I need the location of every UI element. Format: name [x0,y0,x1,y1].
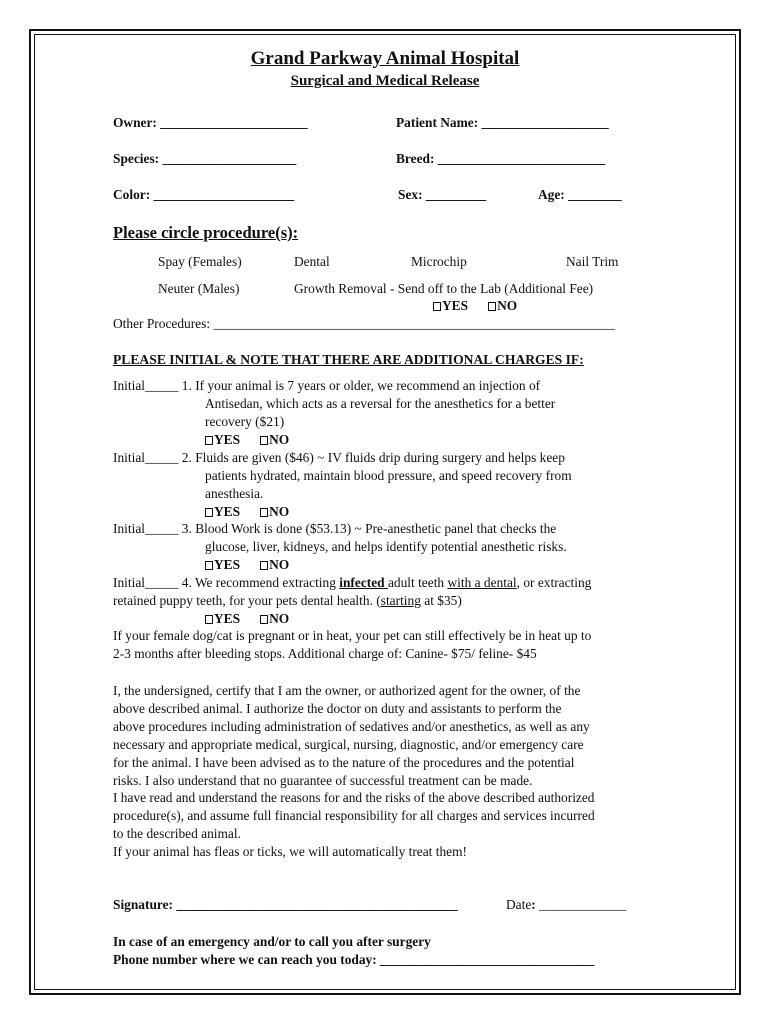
charge-item-4-yes-no [205,610,289,627]
breed-field[interactable]: Breed: _________________________ [396,151,606,166]
procedure-spay[interactable]: Spay (Females) [158,254,242,269]
procedure-dental[interactable]: Dental [294,254,330,269]
charge-item-1-line2: Antisedan, which acts as a reversal for the anesthetics for a better [205,396,556,411]
charge-item-3: Initial_____ 3. Blood Work is done ($53.13) ~ Pre-anesthetic panel that checks the [113,521,557,536]
charge-item-2-line2: patients hydrated, maintain blood pressure, and speed recovery from [205,468,572,483]
sex-field[interactable]: Sex: _________ [398,187,487,202]
item4-text: at $35) [420,593,462,608]
procedure-nail-trim[interactable]: Nail Trim [566,254,619,269]
signature-label: Signature: __________________________________________ [113,897,458,912]
item4-starting: starting [380,593,421,608]
age-field[interactable]: Age: ________ [538,187,622,202]
charge-item-1-yes-no [205,431,289,448]
date-line: _____________ [535,897,627,912]
charge-item-4-line2 [113,592,462,609]
certification-line: procedure(s), and assume full financial responsibility for all charges and services incurred [113,808,595,823]
certification-line: I, the undersigned, certify that I am the owner, or authorized agent for the owner, of the [113,683,581,698]
date-colon: : [531,897,536,912]
procedure-microchip[interactable]: Microchip [411,254,467,269]
item4-text: Initial_____ 4. We recommend extracting [113,575,340,590]
emergency-phone-field[interactable]: Phone number where we can reach you today: ________________________________ [113,952,595,967]
no-label: NO [269,504,290,519]
charge-item-2: Initial_____ 2. Fluids are given ($46) ~ IV fluids drip during surgery and helps keep [113,450,565,465]
charge-item-1-line3: recovery ($21) [205,414,285,429]
charge-item-2-line3: anesthesia. [205,486,264,501]
no-label: NO [269,432,290,447]
checkbox-icon[interactable] [260,436,268,445]
certification-line: If your animal has fleas or ticks, we will automatically treat them! [113,844,467,859]
other-procedures-field[interactable]: Other Procedures: ____________________________________________________________ [113,316,616,331]
certification-line: I have read and understand the reasons for and the risks of the above described authorized [113,790,595,805]
yes-label: YES [214,557,241,572]
no-label: NO [269,611,290,626]
yes-label: YES [214,504,241,519]
checkbox-icon[interactable] [205,615,213,624]
emergency-note: In case of an emergency and/or to call you after surgery [113,934,431,949]
charge-item-3-yes-no [205,556,289,573]
owner-field[interactable]: Owner: ______________________ [113,115,308,130]
hospital-name: Grand Parkway Animal Hospital [250,48,520,69]
checkbox-icon[interactable] [433,302,441,311]
no-label: NO [497,298,518,313]
certification-line: to the described animal. [113,826,241,841]
charge-item-4 [113,574,591,591]
certification-line: necessary and appropriate medical, surgical, nursing, diagnostic, and/or emergency care [113,737,584,752]
item4-text: retained puppy teeth, for your pets dental health. ( [113,593,381,608]
procedures-heading: Please circle procedure(s): [113,223,299,242]
yes-label: YES [214,611,241,626]
species-field[interactable]: Species: ____________________ [113,151,297,166]
checkbox-icon[interactable] [488,302,496,311]
charge-item-2-yes-no [205,503,289,520]
checkbox-icon[interactable] [205,436,213,445]
color-field[interactable]: Color: _____________________ [113,187,295,202]
form-title: Surgical and Medical Release [290,73,480,89]
certification-line: for the animal. I have been advised as to the nature of the procedures and the potential [113,755,575,770]
certification-line: risks. I also understand that no guarantee of successful treatment can be made. [113,773,533,788]
date-label: Date [506,897,532,912]
yes-label: YES [442,298,469,313]
growth-removal-yes-no [433,297,517,314]
item4-with-dental: with a dental [447,575,517,590]
signature-field[interactable] [113,896,458,913]
charge-item-3-line2: glucose, liver, kidneys, and helps identify potential anesthetic risks. [205,539,567,554]
no-label: NO [269,557,290,572]
checkbox-icon[interactable] [260,561,268,570]
date-field[interactable] [506,896,626,913]
charges-heading: PLEASE INITIAL & NOTE THAT THERE ARE ADDITIONAL CHARGES IF: [113,352,584,367]
checkbox-icon[interactable] [260,508,268,517]
yes-label: YES [214,432,241,447]
checkbox-icon[interactable] [260,615,268,624]
certification-line: above procedures including administration of sedatives and/or anesthetics, as well as any [113,719,590,734]
patient-name-field[interactable]: Patient Name: ___________________ [396,115,609,130]
item4-text: , or extracting [516,575,592,590]
item4-infected: infected [339,575,388,590]
heat-note-line1: If your female dog/cat is pregnant or in heat, your pet can still effectively be in heat up to [113,628,592,643]
charge-item-1: Initial_____ 1. If your animal is 7 years or older, we recommend an injection of [113,378,541,393]
checkbox-icon[interactable] [205,508,213,517]
certification-line: above described animal. I authorize the doctor on duty and assistants to perform the [113,701,562,716]
heat-note-line2: 2-3 months after bleeding stops. Additional charge of: Canine- $75/ feline- $45 [113,646,537,661]
procedure-growth-removal[interactable]: Growth Removal - Send off to the Lab (Additional Fee) [294,281,594,296]
checkbox-icon[interactable] [205,561,213,570]
item4-text: adult teeth [387,575,448,590]
procedure-neuter[interactable]: Neuter (Males) [158,281,240,296]
